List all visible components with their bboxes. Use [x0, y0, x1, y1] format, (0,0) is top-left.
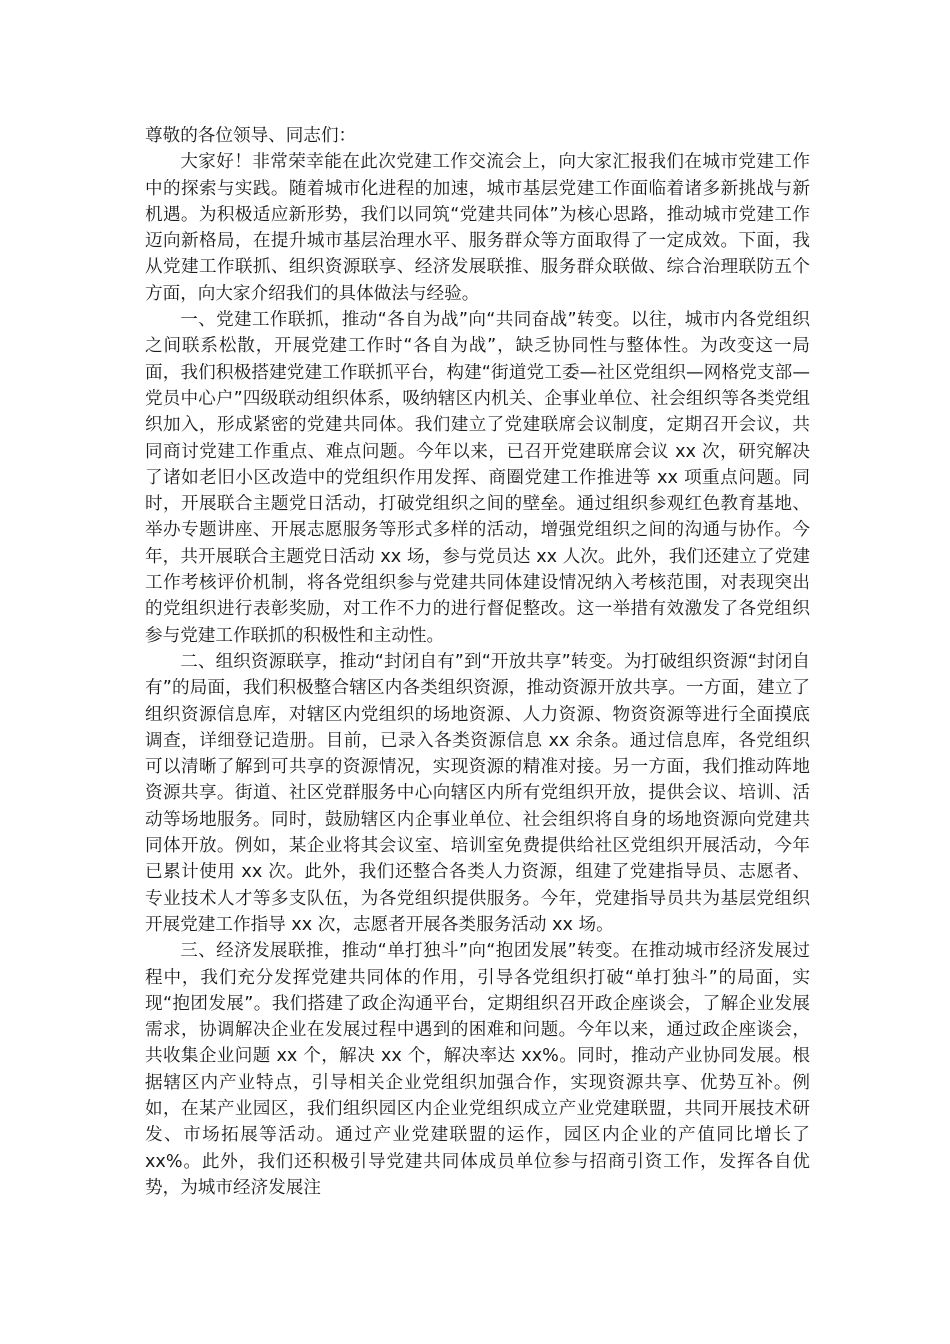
paragraph-section-2: 二、组织资源联享，推动“封闭自有”到“开放共享”转变。为打破组织资源“封闭自有”的局面，我们积极整合辖区内各类组织资源，推动资源开放共享。一方面，建立了组织资源信息库，对辖区内党组织的场地资源、人力资源、物资资源等进行全面摸底调查，详细登记造册。目前，已录入各类资源信息 xx 余条。通过信息库，各党组织可以清晰了解到可共享的资源情况，实现资源的精准对接。另一方面，我们推动阵地资源共享。街道、社区党群服务中心向辖区内所有党组织开放，提供会议、培训、活动等场地服务。同时，鼓励辖区内企事业单位、社会组织将自身的场地资源向党建共同体开放。例如，某企业将其会议室、培训室免费提供给社区党组织开展活动，今年已累计使用 xx 次。此外，我们还整合各类人力资源，组建了党建指导员、志愿者、专业技术人才等多支队伍，为各党组织提供服务。今年，党建指导员共为基层党组织开展党建工作指导 xx 次，志愿者开展各类服务活动 xx 场。: [145, 651, 810, 935]
paragraph-section-1: 一、党建工作联抓，推动“各自为战”向“共同奋战”转变。以往，城市内各党组织之间联系松散，开展党建工作时“各自为战”，缺乏协同性与整体性。为改变这一局面，我们积极搭建党建工作联抓平台，构建“街道党工委—社区党组织—网格党支部—党员中心户”四级联动组织体系，吸纳辖区内机关、企事业单位、社会组织等各类党组织加入，形成紧密的党建共同体。我们建立了党建联席会议制度，定期召开会议，共同商讨党建工作重点、难点问题。今年以来，已召开党建联席会议 xx 次，研究解决了诸如老旧小区改造中的党组织作用发挥、商圈党建工作推进等 xx 项重点问题。同时，开展联合主题党日活动，打破党组织之间的壁垒。通过组织参观红色教育基地、举办专题讲座、开展志愿服务等形式多样的活动，增强党组织之间的沟通与协作。今年，共开展联合主题党日活动 xx 场，参与党员达 xx 人次。此外，我们还建立了党建工作考核评价机制，将各党组织参与党建共同体建设情况纳入考核范围，对表现突出的党组织进行表彰奖励，对工作不力的进行督促整改。这一举措有效激发了各党组织参与党建工作联抓的积极性和主动性。: [145, 310, 810, 646]
salutation: 尊敬的各位领导、同志们：: [145, 126, 357, 146]
paragraph-intro: 大家好！非常荣幸能在此次党建工作交流会上，向大家汇报我们在城市党建工作中的探索与实践。随着城市化进程的加速，城市基层党建工作面临着诸多新挑战与新机遇。为积极适应新形势，我们以同筑“党建共同体”为核心思路，推动城市党建工作迈向新格局，在提升城市基层治理水平、服务群众等方面取得了一定成效。下面，我从党建工作联抓、组织资源联享、经济发展联推、服务群众联做、综合治理联防五个方面，向大家介绍我们的具体做法与经验。: [145, 152, 810, 304]
document-body: [145, 123, 810, 1201]
paragraph-section-3: 三、经济发展联推，推动“单打独斗”向“抱团发展”转变。在推动城市经济发展过程中，我们充分发挥党建共同体的作用，引导各党组织打破“单打独斗”的局面，实现“抱团发展”。我们搭建了政企沟通平台，定期组织召开政企座谈会，了解企业发展需求，协调解决企业在发展过程中遇到的困难和问题。今年以来，通过政企座谈会，共收集企业问题 xx 个，解决 xx 个，解决率达 xx%。同时，推动产业协同发展。根据辖区内产业特点，引导相关企业党组织加强合作，实现资源共享、优势互补。例如，在某产业园区，我们组织园区内企业党组织成立产业党建联盟，共同开展技术研发、市场拓展等活动。通过产业党建联盟的运作，园区内企业的产值同比增长了 xx%。此外，我们还积极引导党建共同体成员单位参与招商引资工作，发挥各自优势，为城市经济发展注: [145, 941, 810, 1198]
